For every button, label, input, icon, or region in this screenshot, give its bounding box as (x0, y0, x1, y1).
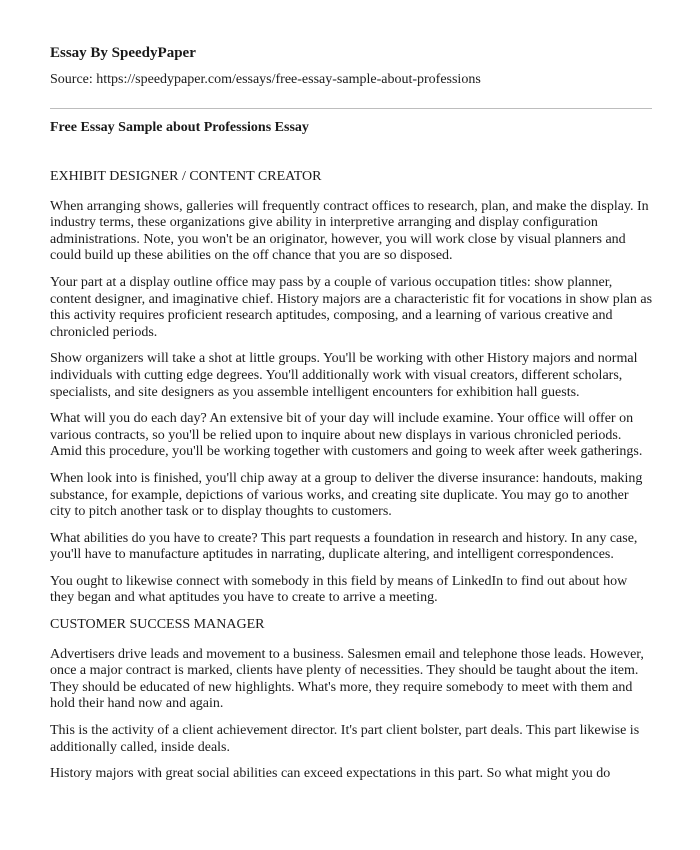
paragraph: Advertisers drive leads and movement to a business. Salesmen email and telephone those leads. However, once a major contract is marked, clients have plenty of necessities. They should be taught about the item. They should be educated of new highlights. What's more, they require somebody to meet with them and hold their hand now and again. (50, 646, 644, 712)
paragraph: History majors with great social abilities can exceed expectations in this part. So what might you do (50, 766, 611, 782)
essay-title: Free Essay Sample about Professions Essay (50, 120, 309, 135)
paragraph: You ought to likewise connect with somebody in this field by means of LinkedIn to find out about how they began and what aptitudes you have to create to arrive a meeting. (50, 573, 628, 606)
site-title: Essay By SpeedyPaper (50, 45, 196, 61)
section-heading-customer-success: CUSTOMER SUCCESS MANAGER (50, 617, 265, 633)
paragraph: When look into is finished, you'll chip away at a group to deliver the diverse insurance: handouts, making substance, for example, depictions of various works, and creating site duplicate. You may go to another city to pitch another task or to display thoughts to customers. (50, 470, 643, 520)
paragraph: This is the activity of a client achievement director. It's part client bolster, part deals. This part likewise is additionally called, inside deals. (50, 723, 640, 755)
document-page (50, 44, 652, 793)
paragraph: When arranging shows, galleries will frequently contract offices to research, plan, and make the display. In industry terms, these organizations give ability in interpretive arranging and display configuration administrations. Note, you won't be an originator, however, you will work close by visual planners and could build up these abilities on the off chance that you are so disposed. (50, 198, 649, 264)
source-line: Source: https://speedypaper.com/essays/free-essay-sample-about-professions (50, 72, 481, 87)
header-divider (50, 108, 652, 109)
paragraph: Your part at a display outline office may pass by a couple of various occupation titles: show planner, content designer, and imaginative chief. History majors are a characteristic fit for vocations in show plan as this activity requires proficient research aptitudes, composing, and a learning of various creative and chronicled periods. (50, 274, 653, 340)
section-heading-exhibit-designer: EXHIBIT DESIGNER / CONTENT CREATOR (50, 169, 322, 184)
paragraph: What abilities do you have to create? This part requests a foundation in research and history. In any case, you'll have to manufacture aptitudes in narrating, duplicate altering, and intelligent correspondences. (50, 530, 638, 563)
paragraph: What will you do each day? An extensive bit of your day will include examine. Your office will offer on various contracts, so you'll be relied upon to inquire about new displays in various chronicled periods. Amid this procedure, you'll be working together with customers and going to week after week gatherings. (50, 411, 643, 460)
essay-body (50, 169, 652, 783)
paragraph: Show organizers will take a shot at little groups. You'll be working with other History majors and normal individuals with cutting edge degrees. You'll additionally work with visual creators, different scholars, specialists, and site designers as you assemble intelligent encounters for exhibition hall guests. (50, 351, 638, 400)
